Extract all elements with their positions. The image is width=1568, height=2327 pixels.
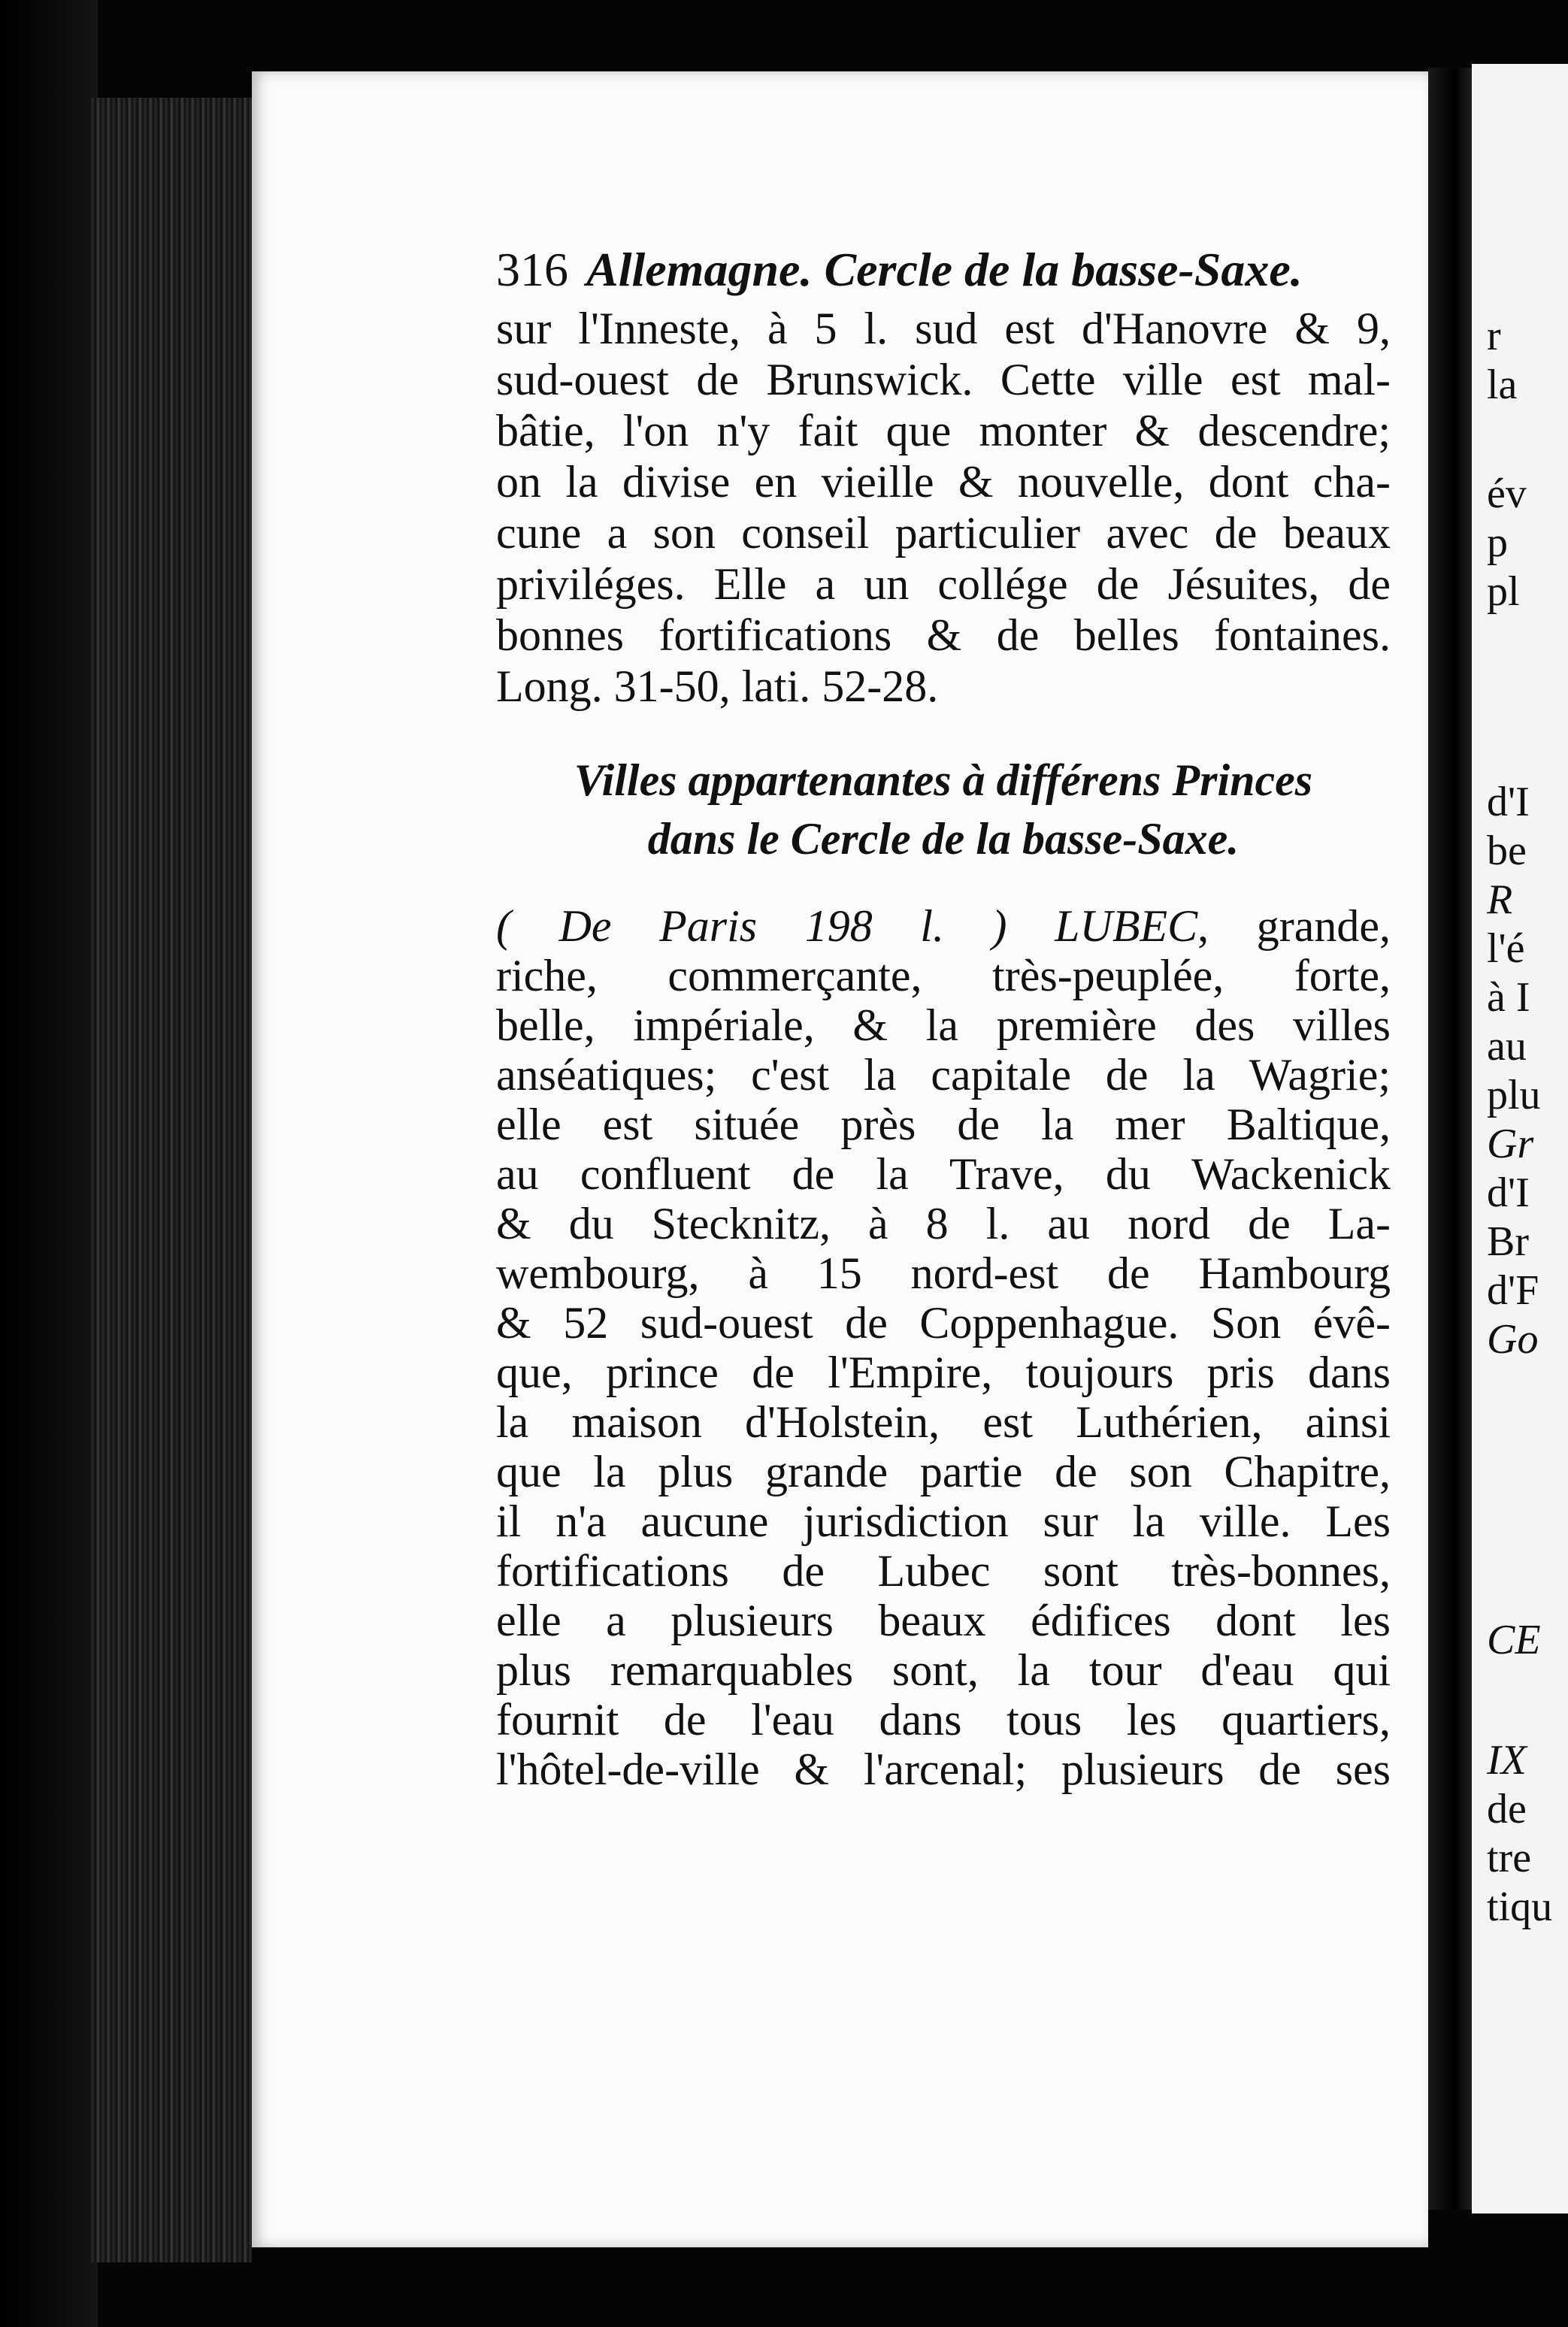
- page-number: 316: [496, 243, 568, 296]
- facing-page-fragment: à I: [1487, 974, 1530, 1021]
- facing-page-fragment: Go: [1487, 1316, 1539, 1363]
- text-line: elle a plusieurs beaux édifices dont les: [496, 1596, 1391, 1645]
- facing-page-fragment: be: [1487, 828, 1527, 874]
- facing-page-fragment: r: [1487, 313, 1501, 359]
- facing-page-fragment: év: [1487, 471, 1527, 517]
- page-stack-edge: [90, 98, 252, 2262]
- distance-from-paris: ( De Paris 198 l. ): [496, 901, 1007, 951]
- text-line: l'hôtel-de-ville & l'arcenal; plusieurs de ses: [496, 1744, 1391, 1794]
- text-line: & du Stecknitz, à 8 l. au nord de La-: [496, 1199, 1391, 1248]
- facing-page-fragment: l'é: [1487, 925, 1525, 972]
- facing-page: [1472, 64, 1568, 2214]
- text-line: que la plus grande partie de son Chapitre,: [496, 1447, 1391, 1496]
- facing-page-fragment: R: [1487, 876, 1513, 923]
- text-line: priviléges. Elle a un collége de Jésuites, de: [496, 559, 1391, 609]
- facing-page-fragment: Br: [1487, 1218, 1529, 1265]
- facing-page-fragment: tre: [1487, 1835, 1532, 1881]
- section-heading: [496, 751, 1391, 868]
- facing-page-fragment: tiqu: [1487, 1884, 1553, 1930]
- facing-page-fragment: d'F: [1487, 1267, 1539, 1314]
- text-line: il n'a aucune jurisdiction sur la ville. Les: [496, 1496, 1391, 1546]
- text-line: anséatiques; c'est la capitale de la Wagrie;: [496, 1050, 1391, 1100]
- facing-page-fragment: IX: [1487, 1737, 1527, 1784]
- text-line: wembourg, à 15 nord-est de Hambourg: [496, 1248, 1391, 1298]
- text-line: belle, impériale, & la première des villes: [496, 1000, 1391, 1050]
- facing-page-fragment: d'I: [1487, 779, 1530, 825]
- section-heading-line: dans le Cercle de la basse-Saxe.: [647, 814, 1240, 864]
- text-line: la maison d'Holstein, est Luthérien, ainsi: [496, 1397, 1391, 1447]
- book-gutter: [1428, 68, 1473, 2210]
- lubec-paragraph: [496, 901, 1391, 1794]
- text-line: on la divise en vieille & nouvelle, dont cha-: [496, 457, 1391, 507]
- text-line: bâtie, l'on n'y fait que monter & descendre;: [496, 406, 1391, 455]
- text-line: plus remarquables sont, la tour d'eau qui: [496, 1645, 1391, 1695]
- opening-paragraph: [496, 303, 1391, 712]
- facing-page-fragment: CE: [1487, 1617, 1541, 1663]
- text-line: sur l'Inneste, à 5 l. sud est d'Hanovre & 9,: [496, 304, 1391, 353]
- text-line: riche, commerçante, très-peuplée, forte,: [496, 951, 1391, 1000]
- text-line: fortifications de Lubec sont très-bonnes,: [496, 1546, 1391, 1596]
- text-line: bonnes fortifications & de belles fontaines.: [496, 610, 1391, 660]
- facing-page-fragment: la: [1487, 362, 1518, 408]
- facing-page-fragment: d'I: [1487, 1170, 1530, 1216]
- text-line: [496, 901, 1391, 951]
- facing-page-fragment: de: [1487, 1786, 1527, 1832]
- text-line: que, prince de l'Empire, toujours pris dans: [496, 1348, 1391, 1397]
- running-header: [496, 237, 1391, 303]
- running-head-title: Allemagne. Cercle de la basse-Saxe.: [586, 243, 1303, 296]
- section-heading-line: Villes appartenantes à différens Princes: [574, 755, 1313, 805]
- text-line: cune a son conseil particulier avec de beaux: [496, 508, 1391, 558]
- facing-page-fragment: au: [1487, 1023, 1527, 1070]
- city-name: LUBEC: [1055, 901, 1198, 951]
- facing-page-fragment: plu: [1487, 1072, 1541, 1118]
- facing-page-fragment: pl: [1487, 568, 1520, 615]
- text-line: sud-ouest de Brunswick. Cette ville est mal-: [496, 355, 1391, 404]
- text-line: elle est située près de la mer Baltique,: [496, 1100, 1391, 1149]
- text-line: fournit de l'eau dans tous les quartiers,: [496, 1695, 1391, 1744]
- book-edge-shadow: [0, 0, 98, 2327]
- text-line: Long. 31-50, lati. 52-28.: [496, 661, 939, 711]
- facing-page-fragment: p: [1487, 519, 1508, 566]
- page-text: [496, 237, 1391, 1794]
- text-fragment: , grande,: [1197, 901, 1391, 951]
- text-line: & 52 sud-ouest de Coppenhague. Son évê-: [496, 1298, 1391, 1348]
- text-line: au confluent de la Trave, du Wackenick: [496, 1149, 1391, 1199]
- facing-page-fragment: Gr: [1487, 1121, 1534, 1167]
